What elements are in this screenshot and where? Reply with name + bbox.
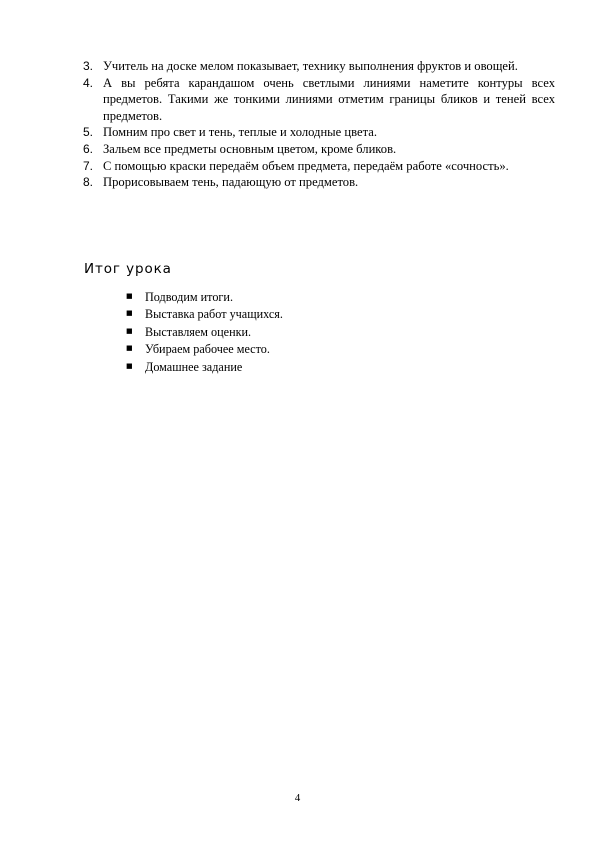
summary-item-text: Домашнее задание [145, 359, 243, 374]
step-text: А вы ребята карандашом очень светлыми линиями наметите контуры всех предметов. Такими же тонкими линиями отметим границы бликов и теней всех предметов. [103, 75, 555, 123]
page-number: 4 [294, 792, 301, 804]
list-item [83, 124, 555, 141]
list-item [126, 324, 283, 341]
step-text: Зальем все предметы основным цветом, кроме бликов. [103, 141, 397, 156]
step-number: 7. [83, 158, 94, 173]
step-number: 4. [83, 75, 94, 90]
square-bullet-icon: ■ [126, 292, 133, 300]
list-item [126, 306, 283, 323]
step-text: Помним про свет и тень, теплые и холодные цвета. [103, 125, 377, 140]
step-text: С помощью краски передаём объем предмета, передаём работе «сочность». [103, 158, 509, 173]
list-item [83, 75, 555, 125]
summary-heading: Итог урока [84, 261, 172, 277]
summary-item-text: Убираем рабочее место. [145, 342, 270, 357]
square-bullet-icon: ■ [126, 309, 133, 318]
summary-list [126, 289, 283, 376]
step-number: 8. [83, 175, 94, 190]
step-text: Учитель на доске мелом показывает, технику выполнения фруктов и овощей. [103, 59, 518, 73]
list-item [83, 58, 555, 75]
list-item [126, 289, 283, 306]
step-number: 5. [83, 125, 94, 140]
lesson-steps-list [83, 58, 555, 191]
list-item [126, 359, 283, 376]
step-text: Прорисовываем тень, падающую от предметов. [103, 175, 359, 190]
list-item [83, 158, 555, 175]
list-item [83, 174, 555, 191]
summary-item-text: Подводим итоги. [145, 290, 233, 304]
list-item [83, 141, 555, 158]
summary-item-text: Выставляем оценки. [145, 324, 252, 339]
square-bullet-icon: ■ [126, 361, 133, 370]
list-item [126, 341, 283, 358]
step-number: 3. [83, 59, 94, 73]
square-bullet-icon: ■ [126, 326, 133, 335]
step-number: 6. [83, 141, 94, 156]
summary-item-text: Выставка работ учащихся. [145, 307, 283, 322]
square-bullet-icon: ■ [126, 344, 133, 353]
